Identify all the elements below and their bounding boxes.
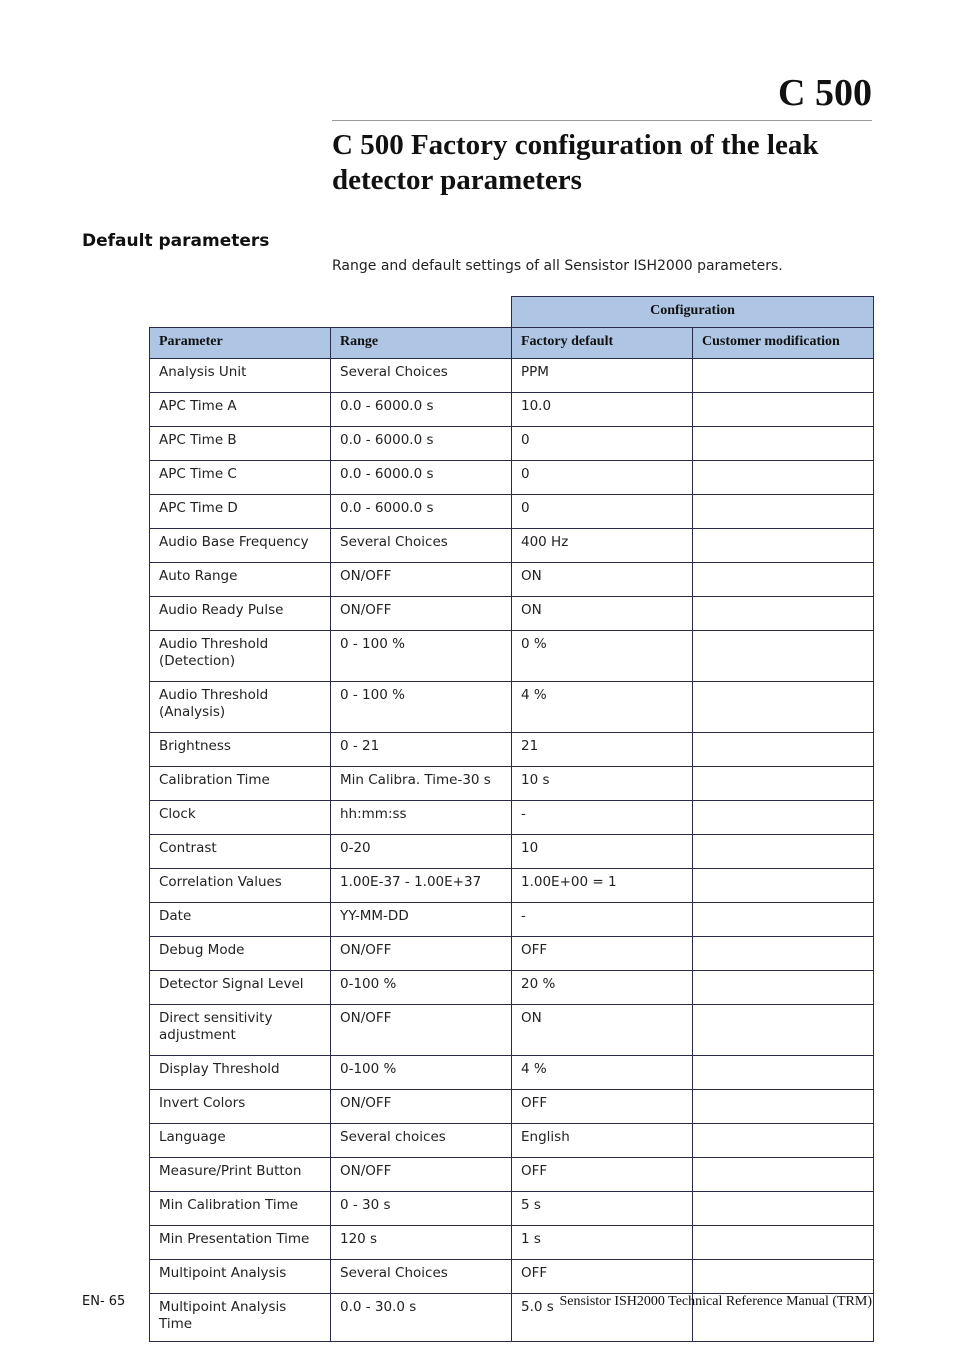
cell-factory-default: - — [512, 903, 693, 937]
cell-range: 0.0 - 6000.0 s — [331, 461, 512, 495]
cell-parameter: Date — [150, 903, 331, 937]
cell-factory-default: ON — [512, 1005, 693, 1056]
cell-factory-default: 4 % — [512, 682, 693, 733]
cell-customer-modification — [693, 529, 874, 563]
cell-parameter: Brightness — [150, 733, 331, 767]
table-row — [150, 682, 874, 733]
cell-customer-modification — [693, 1192, 874, 1226]
cell-parameter: APC Time A — [150, 393, 331, 427]
cell-customer-modification — [693, 495, 874, 529]
table-row — [150, 1226, 874, 1260]
cell-range: 0.0 - 6000.0 s — [331, 427, 512, 461]
table-row — [150, 1158, 874, 1192]
cell-parameter: Detector Signal Level — [150, 971, 331, 1005]
parameters-table — [149, 296, 874, 1342]
cell-range: Several Choices — [331, 359, 512, 393]
cell-factory-default: 10.0 — [512, 393, 693, 427]
table-row — [150, 563, 874, 597]
cell-customer-modification — [693, 427, 874, 461]
table-row — [150, 631, 874, 682]
cell-range: 0 - 100 % — [331, 682, 512, 733]
chapter-label: C 500 — [778, 72, 872, 114]
table-row — [150, 495, 874, 529]
cell-parameter: APC Time C — [150, 461, 331, 495]
cell-customer-modification — [693, 1260, 874, 1294]
cell-factory-default: ON — [512, 563, 693, 597]
cell-factory-default: 0 — [512, 461, 693, 495]
table-row — [150, 1124, 874, 1158]
cell-factory-default: 4 % — [512, 1056, 693, 1090]
cell-parameter: Measure/Print Button — [150, 1158, 331, 1192]
cell-factory-default: OFF — [512, 1260, 693, 1294]
cell-factory-default: - — [512, 801, 693, 835]
cell-parameter: Correlation Values — [150, 869, 331, 903]
cell-range: 0 - 30 s — [331, 1192, 512, 1226]
cell-customer-modification — [693, 835, 874, 869]
cell-parameter: APC Time D — [150, 495, 331, 529]
cell-customer-modification — [693, 971, 874, 1005]
cell-factory-default: OFF — [512, 1158, 693, 1192]
cell-range: 0.0 - 6000.0 s — [331, 393, 512, 427]
cell-parameter: Display Threshold — [150, 1056, 331, 1090]
footer-document-title: Sensistor ISH2000 Technical Reference Manual (TRM) — [559, 1294, 872, 1309]
cell-customer-modification — [693, 869, 874, 903]
cell-customer-modification — [693, 682, 874, 733]
table-row — [150, 733, 874, 767]
cell-factory-default: 0 — [512, 427, 693, 461]
cell-customer-modification — [693, 631, 874, 682]
cell-customer-modification — [693, 461, 874, 495]
cell-parameter: Clock — [150, 801, 331, 835]
table-row — [150, 1192, 874, 1226]
cell-parameter: Calibration Time — [150, 767, 331, 801]
cell-customer-modification — [693, 903, 874, 937]
cell-parameter: APC Time B — [150, 427, 331, 461]
cell-range: Several Choices — [331, 1260, 512, 1294]
cell-customer-modification — [693, 563, 874, 597]
cell-factory-default: ON — [512, 597, 693, 631]
cell-range: Several choices — [331, 1124, 512, 1158]
cell-range: 120 s — [331, 1226, 512, 1260]
table-row — [150, 597, 874, 631]
cell-range: 0-20 — [331, 835, 512, 869]
column-header-customer-modification: Customer modification — [693, 328, 874, 359]
table-row — [150, 1090, 874, 1124]
cell-parameter: Contrast — [150, 835, 331, 869]
cell-range: 0-100 % — [331, 1056, 512, 1090]
cell-range: 0 - 21 — [331, 733, 512, 767]
intro-text: Range and default settings of all Sensistor ISH2000 parameters. — [332, 258, 783, 274]
cell-parameter: Min Presentation Time — [150, 1226, 331, 1260]
cell-factory-default: 5.0 s — [512, 1294, 693, 1342]
cell-customer-modification — [693, 1056, 874, 1090]
column-header-range: Range — [331, 328, 512, 359]
cell-range: 0.0 - 30.0 s — [331, 1294, 512, 1342]
table-row — [150, 529, 874, 563]
cell-factory-default: OFF — [512, 1090, 693, 1124]
cell-range: hh:mm:ss — [331, 801, 512, 835]
cell-range: ON/OFF — [331, 1005, 512, 1056]
cell-factory-default: 10 — [512, 835, 693, 869]
column-header-parameter: Parameter — [150, 328, 331, 359]
table-row — [150, 461, 874, 495]
cell-factory-default: 0 — [512, 495, 693, 529]
cell-factory-default: 20 % — [512, 971, 693, 1005]
table-row — [150, 1056, 874, 1090]
cell-parameter: Language — [150, 1124, 331, 1158]
cell-customer-modification — [693, 1090, 874, 1124]
page-title: C 500 Factory configuration of the leak detector parameters — [332, 129, 819, 196]
cell-customer-modification — [693, 1158, 874, 1192]
cell-customer-modification — [693, 597, 874, 631]
table-row — [150, 835, 874, 869]
column-header-factory-default: Factory default — [512, 328, 693, 359]
table-row — [150, 767, 874, 801]
cell-factory-default: 5 s — [512, 1192, 693, 1226]
table-group-header-row — [150, 297, 874, 328]
cell-range: ON/OFF — [331, 597, 512, 631]
cell-customer-modification — [693, 767, 874, 801]
table-row — [150, 393, 874, 427]
table-row — [150, 937, 874, 971]
cell-parameter: Audio Base Frequency — [150, 529, 331, 563]
cell-parameter: Invert Colors — [150, 1090, 331, 1124]
cell-parameter: Min Calibration Time — [150, 1192, 331, 1226]
cell-factory-default: 10 s — [512, 767, 693, 801]
cell-range: ON/OFF — [331, 1158, 512, 1192]
cell-range: ON/OFF — [331, 563, 512, 597]
cell-parameter: Multipoint Analysis Time — [150, 1294, 331, 1342]
cell-factory-default: PPM — [512, 359, 693, 393]
table-row — [150, 971, 874, 1005]
table-row — [150, 427, 874, 461]
cell-parameter: Audio Threshold (Detection) — [150, 631, 331, 682]
cell-factory-default: 1 s — [512, 1226, 693, 1260]
cell-factory-default: 0 % — [512, 631, 693, 682]
cell-customer-modification — [693, 359, 874, 393]
cell-parameter: Analysis Unit — [150, 359, 331, 393]
cell-parameter: Multipoint Analysis — [150, 1260, 331, 1294]
configuration-group-header: Configuration — [512, 297, 874, 328]
cell-parameter: Debug Mode — [150, 937, 331, 971]
cell-range: ON/OFF — [331, 937, 512, 971]
table-row — [150, 869, 874, 903]
table-header-row — [150, 328, 874, 359]
table-row — [150, 1005, 874, 1056]
cell-factory-default: 21 — [512, 733, 693, 767]
cell-factory-default: 400 Hz — [512, 529, 693, 563]
cell-customer-modification — [693, 733, 874, 767]
header-divider — [332, 120, 872, 121]
cell-customer-modification — [693, 1226, 874, 1260]
cell-parameter: Audio Threshold (Analysis) — [150, 682, 331, 733]
cell-parameter: Direct sensitivity adjustment — [150, 1005, 331, 1056]
cell-customer-modification — [693, 801, 874, 835]
section-heading: Default parameters — [82, 231, 270, 251]
cell-range: ON/OFF — [331, 1090, 512, 1124]
cell-range: 0.0 - 6000.0 s — [331, 495, 512, 529]
table-row — [150, 359, 874, 393]
cell-customer-modification — [693, 1124, 874, 1158]
cell-range: 0-100 % — [331, 971, 512, 1005]
page-number: EN- 65 — [82, 1294, 126, 1309]
cell-customer-modification — [693, 393, 874, 427]
cell-customer-modification — [693, 1005, 874, 1056]
cell-range: 1.00E-37 - 1.00E+37 — [331, 869, 512, 903]
cell-range: YY-MM-DD — [331, 903, 512, 937]
cell-parameter: Audio Ready Pulse — [150, 597, 331, 631]
table-header-spacer — [150, 297, 512, 328]
table-row — [150, 801, 874, 835]
cell-customer-modification — [693, 937, 874, 971]
table-row — [150, 903, 874, 937]
cell-factory-default: English — [512, 1124, 693, 1158]
cell-factory-default: 1.00E+00 = 1 — [512, 869, 693, 903]
cell-factory-default: OFF — [512, 937, 693, 971]
cell-range: Several Choices — [331, 529, 512, 563]
cell-range: Min Calibra. Time-30 s — [331, 767, 512, 801]
cell-range: 0 - 100 % — [331, 631, 512, 682]
table-body — [150, 359, 874, 1342]
table-row — [150, 1260, 874, 1294]
cell-parameter: Auto Range — [150, 563, 331, 597]
